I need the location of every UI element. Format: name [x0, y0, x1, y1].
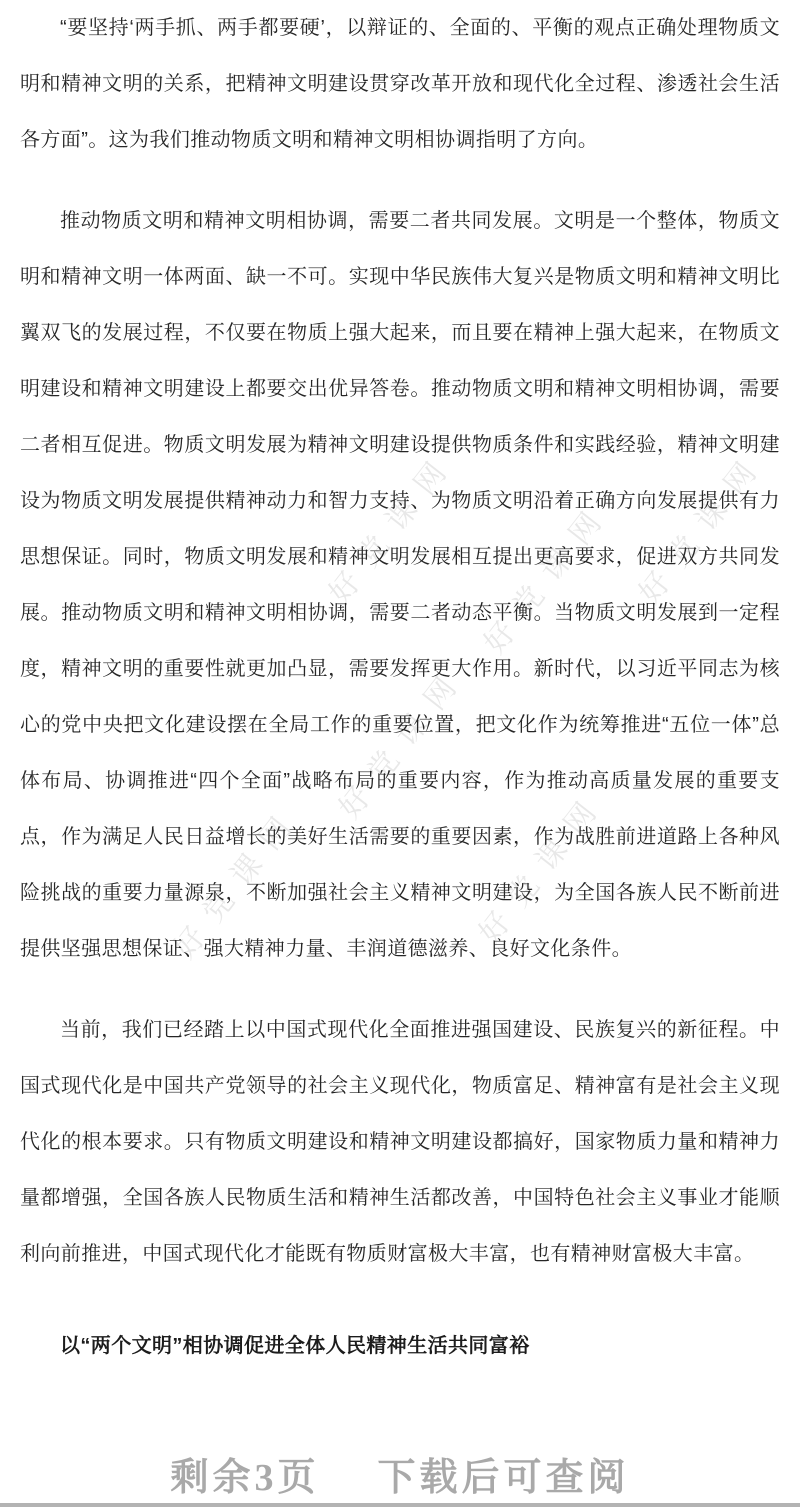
download-hint-label: 下载后可查阅 [377, 1457, 630, 1499]
remaining-pages-label: 剩余3页 [170, 1457, 320, 1499]
preview-footer [20, 1446, 780, 1501]
watermark-text: 好党课网 [473, 784, 613, 950]
watermark-text: 好党课网 [168, 799, 308, 965]
watermark-text: 好党课网 [633, 444, 773, 610]
watermark-text: 好党课网 [323, 444, 463, 610]
section-heading-two-civilizations: 以“两个文明”相协调促进全体人民精神生活共同富裕 [60, 1335, 530, 1357]
paragraph-quote-two-hands: “要坚持‘两手抓、两手都要硬’，以辩证的、全面的、平衡的观点正确处理物质文明和精神文明的关系，把精神文明建设贯穿改革开放和现代化全过程、渗透社会生活各方面”。这为我们推动物质文明和精神文明相协调指明了方向。 [20, 17, 780, 151]
watermark-text: 好党课网 [478, 494, 618, 660]
paragraph-chinese-modernization: 当前，我们已经踏上以中国式现代化全面推进强国建设、民族复兴的新征程。中国式现代化是中国共产党领导的社会主义现代化，物质富足、精神富有是社会主义现代化的根本要求。只有物质文明建设和精神文明建设都搞好，国家物质力量和精神力量都增强，全国各族人民物质生活和精神生活都改善，中国特色社会主义事业才能顺利向前推进，中国式现代化才能既有物质财富极大丰富，也有精神财富极大丰富。 [20, 1019, 780, 1265]
watermark-text: 好党课网 [333, 659, 473, 825]
paragraph-coordination-development: 推动物质文明和精神文明相协调，需要二者共同发展。文明是一个整体，物质文明和精神文明一体两面、缺一不可。实现中华民族伟大复兴是物质文明和精神文明比翼双飞的发展过程，不仅要在物质上强大起来，而且要在精神上强大起来，在物质文明建设和精神文明建设上都要交出优异答卷。推动物质文明和精神文明相协调，需要二者相互促进。物质文明发展为精神文明建设提供物质条件和实践经验，精神文明建设为物质文明发展提供精神动力和智力支持、为物质文明沿着正确方向发展提供有力思想保证。同时，物质文明发展和精神文明发展相互提出更高要求，促进双方共同发展。推动物质文明和精神文明相协调，需要二者动态平衡。当物质文明发展到一定程度，精神文明的重要性就更加凸显，需要发挥更大作用。新时代，以习近平同志为核心的党中央把文化建设摆在全局工作的重要位置，把文化作为统筹推进“五位一体”总体布局、协调推进“四个全面”战略布局的重要内容，作为推动高质量发展的重要支点，作为满足人民日益增长的美好生活需要的重要因素，作为战胜前进道路上各种风险挑战的重要力量源泉，不断加强社会主义精神文明建设，为全国各族人民不断前进提供坚强思想保证、强大精神力量、丰润道德滋养、良好文化条件。 [20, 210, 780, 960]
bottom-divider [0, 1503, 800, 1507]
